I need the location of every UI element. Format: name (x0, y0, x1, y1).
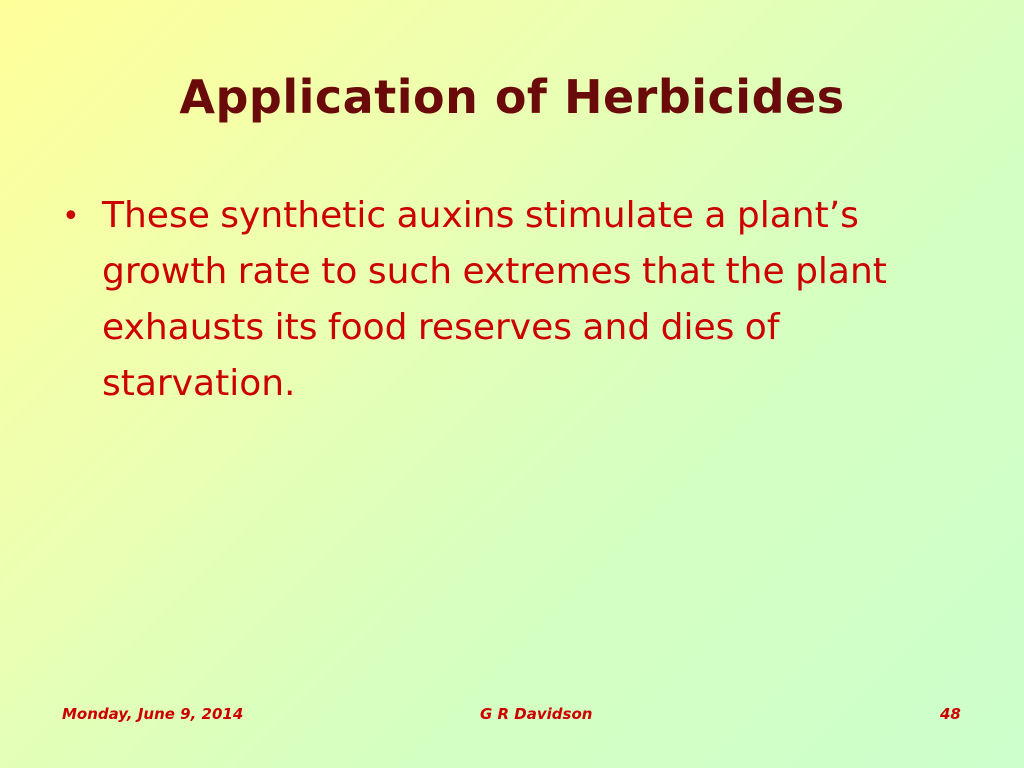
footer-page-number: 48 (940, 705, 961, 723)
slide-title: Application of Herbicides (179, 70, 845, 124)
bullet-marker: • (62, 199, 80, 234)
bullet-text: These synthetic auxins stimulate a plant’s growth rate to such extremes that the plant exhausts its food reserves and dies of starvation. (102, 195, 887, 404)
footer-date: Monday, June 9, 2014 (62, 705, 244, 723)
footer-author: G R Davidson (480, 705, 593, 723)
bullet-item (62, 188, 942, 412)
bullet-list (62, 188, 942, 412)
